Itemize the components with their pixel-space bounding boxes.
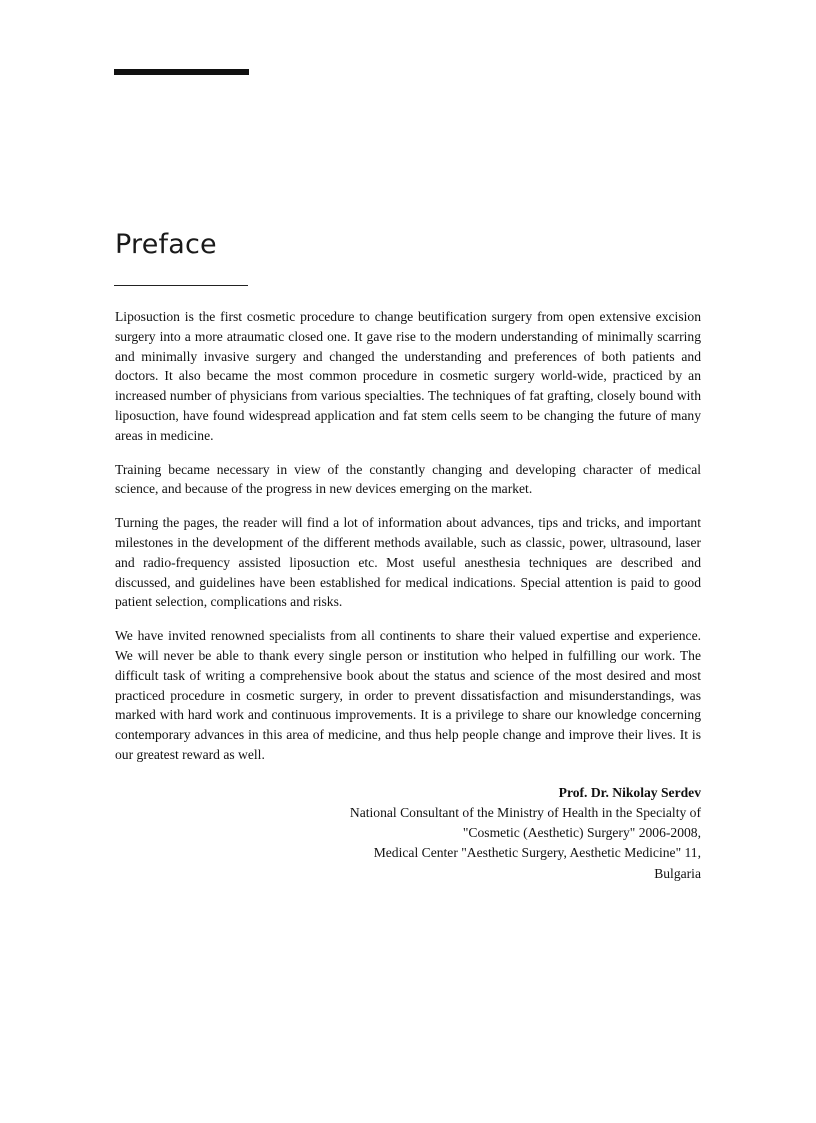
paragraph-3: Turning the pages, the reader will find a lot of information about advances, tips and tricks, and important milestones in the development of the different methods available, such as classic, power, ultrasound, laser and radio-frequency assisted liposuction etc. Most useful anesthesia techniques are described and discussed, and guidelines have been established for medical indications. Special attention is paid to good patient selection, complications and risks. <box>115 515 701 610</box>
author-country: Bulgaria <box>654 865 701 881</box>
author-affiliation-line: National Consultant of the Ministry of Health in the Specialty of <box>349 804 701 820</box>
signature-block <box>115 783 701 884</box>
page-title: Preface <box>115 229 217 260</box>
paragraph-1: Liposuction is the first cosmetic procedure to change beutification surgery from open extensive excision surgery into a more atraumatic closed one. It gave rise to the modern understanding of minimally scarring and minimally invasive surgery and changed the understanding and preferences of both patients and doctors. It also became the most common procedure in cosmetic surgery world-wide, practiced by an increased number of physicians from various specialties. The techniques of fat grafting, closely bound with liposuction, have found widespread application and fat stem cells seem to be changing the future of many areas in medicine. <box>115 309 701 443</box>
title-underline-rule <box>114 285 248 286</box>
preface-body <box>115 307 701 884</box>
author-affiliation-line: "Cosmetic (Aesthetic) Surgery" 2006-2008, <box>462 825 701 841</box>
paragraph-4: We have invited renowned specialists from all continents to share their valued expertise and experience. We will never be able to thank every single person or institution who helped in fulfilling our work. The difficult task of writing a comprehensive book about the status and science of the most desired and most practiced procedure in cosmetic surgery, in order to prevent dissatisfaction and misunderstandings, was marked with hard work and continuous improvements. It is a privilege to share our knowledge concerning contemporary advances in this area of medicine, and thus help people change and improve their lives. It is our greatest reward as well. <box>115 628 701 762</box>
author-name: Prof. Dr. Nikolay Serdev <box>558 784 701 800</box>
author-affiliation-line: Medical Center "Aesthetic Surgery, Aesthetic Medicine" 11, <box>373 845 701 861</box>
paragraph-2: Training became necessary in view of the constantly changing and developing character of medical science, and because of the progress in new devices emerging on the market. <box>115 461 701 497</box>
top-decorative-rule <box>114 69 249 75</box>
